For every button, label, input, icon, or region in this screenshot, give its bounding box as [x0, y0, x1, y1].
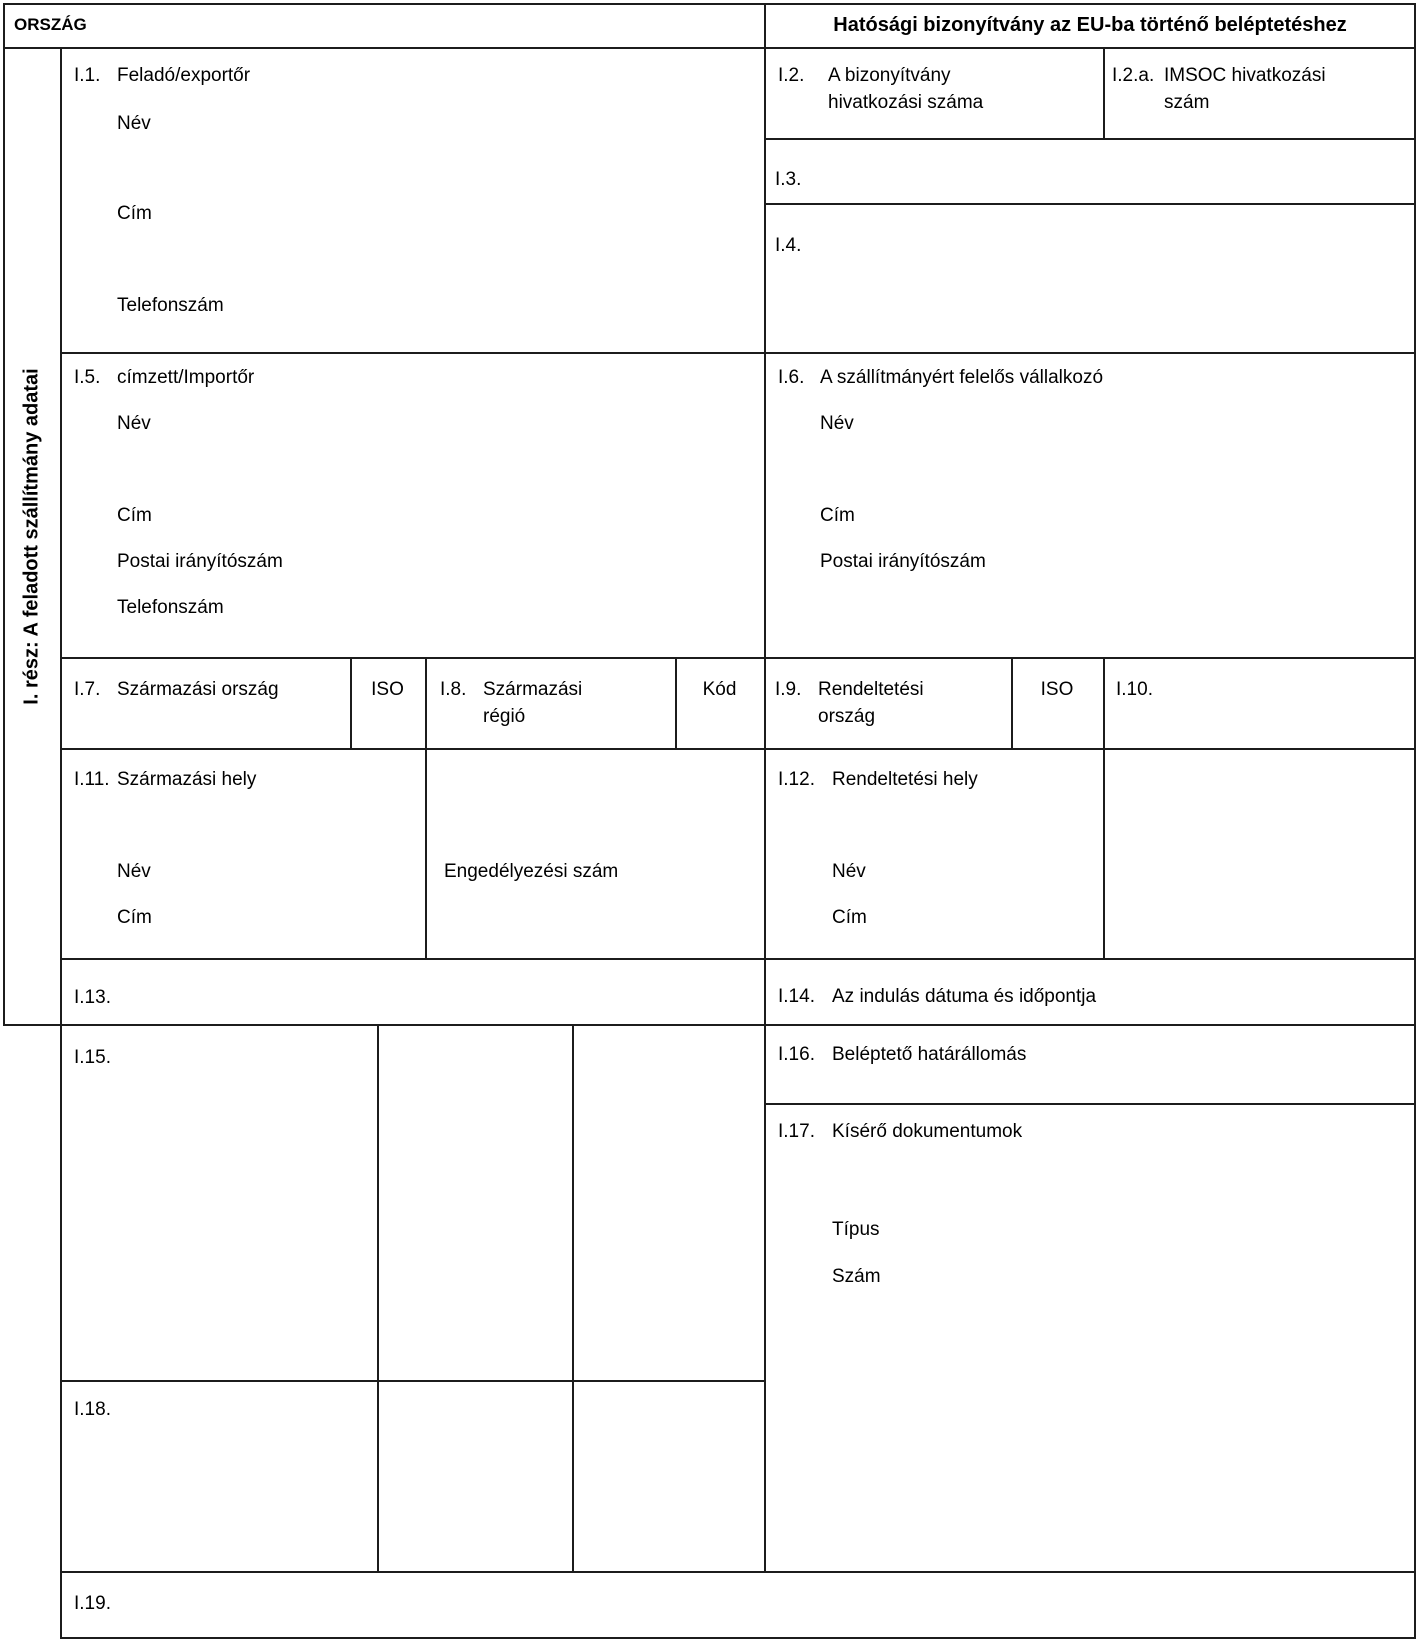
field-i15-number: I.15. [74, 1047, 111, 1068]
row-i2-bottom-line [764, 138, 1416, 140]
row-i18-bottom-line [60, 1571, 1416, 1573]
field-i17-number: I.17. [778, 1121, 815, 1142]
i2a-left-line [1103, 47, 1105, 138]
field-i5-address-label: Cím [117, 505, 152, 526]
field-i2a-label: I.2.a. IMSOC hivatkozási szám [1112, 62, 1344, 116]
field-i12-number: I.12. [778, 769, 815, 790]
field-i16-label: I.16. Beléptető határállomás [778, 1041, 1026, 1068]
row-i13-bottom-line [3, 1024, 1416, 1026]
i12-right-line [1103, 748, 1105, 958]
i8-left-line [425, 657, 427, 958]
part1-sidebar-label: I. rész: A feladott szállítmány adatai [21, 368, 44, 705]
field-i6-label: I.6. A szállítmányért felelős vállalkozó [778, 364, 1103, 391]
field-i9-number: I.9. [775, 679, 802, 700]
i15-col2-line [572, 1024, 574, 1571]
row-i7-bottom-line [60, 748, 1416, 750]
field-i11-number: I.11. [74, 769, 110, 790]
field-i6-number: I.6. [778, 367, 805, 388]
field-i11-label: I.11. Származási hely [74, 766, 256, 793]
field-i14-number: I.14. [778, 986, 815, 1007]
field-i6-address-label: Cím [820, 505, 855, 526]
field-i11-address-label: Cím [117, 907, 152, 928]
field-i17-type-label: Típus [832, 1219, 880, 1240]
field-i13-number: I.13. [74, 987, 111, 1008]
field-i18-number: I.18. [74, 1399, 111, 1420]
field-i11-approval-label: Engedélyezési szám [444, 861, 619, 882]
row-i16-bottom-line [764, 1103, 1416, 1105]
field-i14-label: I.14. Az indulás dátuma és időpontja [778, 983, 1096, 1010]
i15-col1-line [377, 1024, 379, 1571]
field-i1-address-label: Cím [117, 203, 152, 224]
field-i8-number: I.8. [440, 679, 467, 700]
field-i3-number: I.3. [775, 169, 802, 190]
field-i5-name-label: Név [117, 413, 151, 434]
field-i7-iso-label: ISO [371, 679, 404, 700]
field-i8-code-label: Kód [702, 679, 737, 700]
field-i11-name-label: Név [117, 861, 151, 882]
certificate-header-title: Hatósági bizonyítvány az EU-ba történő beléptetéshez [833, 13, 1347, 36]
field-i5-phone-label: Telefonszám [117, 597, 224, 618]
field-i1-label: I.1. Feladó/exportőr [74, 62, 250, 89]
field-i5-label: I.5. címzett/Importőr [74, 364, 254, 391]
row-i5-bottom-line [60, 657, 1416, 659]
field-i1-number: I.1. [74, 65, 101, 86]
i10-left-line [1103, 657, 1105, 748]
center-divider-line [764, 3, 766, 1571]
row-i3-bottom-line [764, 203, 1416, 205]
sidebar-right-line [60, 47, 62, 1639]
table-right-border [1414, 3, 1416, 1639]
field-i12-address-label: Cím [832, 907, 867, 928]
part1-sidebar [5, 49, 60, 1024]
field-i8-label: I.8. Származási régió [440, 676, 593, 730]
table-bottom-border [60, 1637, 1416, 1639]
row-i1-bottom-line [60, 352, 1416, 354]
row-i11-bottom-line [60, 958, 1416, 960]
field-i17-label: I.17. Kísérő dokumentumok [778, 1118, 1022, 1145]
row-i15-bottom-line [60, 1380, 764, 1382]
field-i2a-number: I.2.a. [1112, 65, 1155, 86]
header-bottom-line [3, 47, 1416, 49]
field-i1-name-label: Név [117, 113, 151, 134]
field-i16-number: I.16. [778, 1044, 815, 1065]
field-i6-postal-label: Postai irányítószám [820, 551, 986, 572]
field-i7-label: I.7. Származási ország [74, 676, 279, 703]
field-i2-label: I.2. A bizonyítvány hivatkozási száma [778, 62, 1043, 116]
field-i12-label: I.12. Rendeltetési hely [778, 766, 978, 793]
field-i4-number: I.4. [775, 235, 802, 256]
field-i19-number: I.19. [74, 1593, 111, 1614]
field-i6-name-label: Név [820, 413, 854, 434]
field-i9-label: I.9. Rendeltetési ország [775, 676, 948, 730]
country-header-title: ORSZÁG [14, 15, 87, 34]
field-i2-number: I.2. [778, 65, 805, 86]
field-i1-phone-label: Telefonszám [117, 295, 224, 316]
field-i7-number: I.7. [74, 679, 101, 700]
field-i5-postal-label: Postai irányítószám [117, 551, 283, 572]
field-i12-name-label: Név [832, 861, 866, 882]
field-i17-number-label: Szám [832, 1266, 881, 1287]
field-i10-number: I.10. [1116, 679, 1153, 700]
field-i5-number: I.5. [74, 367, 101, 388]
field-i9-iso-label: ISO [1040, 679, 1074, 700]
